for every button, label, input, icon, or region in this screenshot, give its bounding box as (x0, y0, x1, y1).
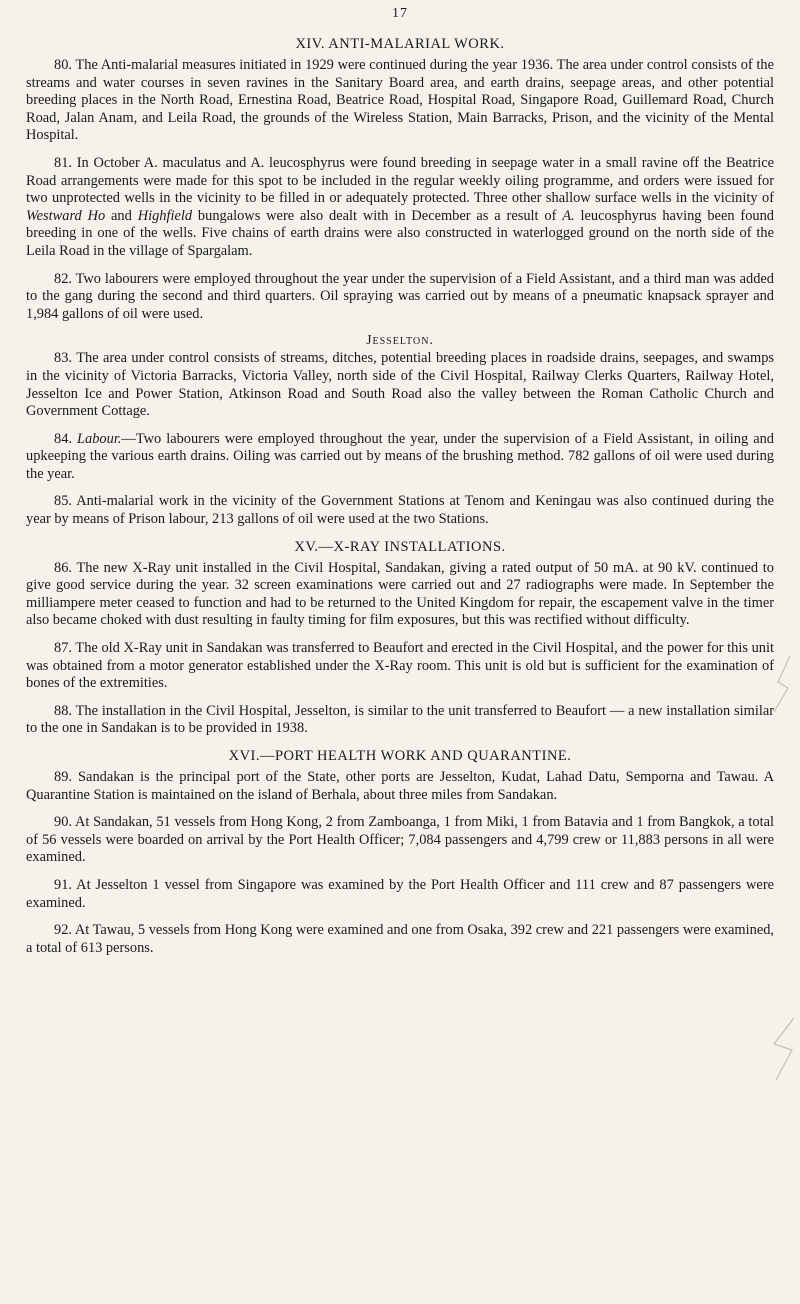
paragraph-83 (26, 350, 774, 420)
paragraph-number: 88. (54, 702, 72, 719)
section-heading-xvi: XVI.—PORT HEALTH WORK AND QUARANTINE. (228, 748, 572, 764)
paragraph-number: 86. (54, 559, 72, 576)
paragraph-text-part: bungalows were also dealt with in December as a result of (192, 207, 563, 224)
paragraph-text: At Tawau, 5 vessels from Hong Kong were examined and one from Osaka, 392 crew and 221 passengers were examined, a total of 613 persons. (26, 922, 774, 956)
paragraph-number: 82. (54, 270, 72, 287)
paragraph-number: 87. (54, 640, 72, 657)
paragraph-text-part: and (105, 207, 138, 224)
paragraph-91 (26, 877, 774, 912)
paragraph-81 (26, 155, 774, 261)
paragraph-88 (26, 703, 774, 738)
bungalow-name-westward-ho: Westward Ho (26, 207, 106, 224)
section-x-ray-installations (26, 539, 774, 738)
section-heading-xv: XV.—X-RAY INSTALLATIONS. (294, 538, 506, 555)
paragraph-text: The Anti-malarial measures initiated in 1929 were continued during the year 1936. The area under control consists of the streams and water courses in seven ravines in the Sanitary Board area, and earth drains, seepage areas, and other potential breeding places in the North Road, Ernestina Road, Beatrice Road, Hospital Road, Singapore Road, Guillemard Road, Church Road, Jalan Anam, and Leila Road, the grounds of the Wireless Station, Main Barracks, Prison, and the vicinity of the Mental Hospital. (26, 57, 774, 144)
paragraph-number: 89. (54, 769, 72, 785)
paragraph-number: 81. (54, 154, 72, 171)
paragraph-text: Sandakan is the principal port of the State, other ports are Jesselton, Kudat, Lahad Datu, Semporna and Tawau. A Quarantine Station is maintained on the island of Berhala, about three miles from Sandakan. (26, 769, 774, 803)
paragraph-text: Two labourers were employed throughout the year under the supervision of a Field Assistant, and a third man was added to the gang during the second and third quarters. Oil spraying was carried out by means of a pneumatic knapsack sprayer and 1,984 gallons of oil were used. (26, 270, 774, 322)
paragraph-number: 84. (54, 430, 72, 447)
paragraph-86 (26, 560, 774, 630)
section-heading-xiv: XIV. ANTI-MALARIAL WORK. (295, 36, 505, 52)
paragraph-82 (26, 271, 774, 324)
paragraph-90 (26, 814, 774, 867)
paragraph-number: 80. (54, 57, 72, 73)
paragraph-92 (26, 922, 774, 957)
paragraph-label-labour: Labour. (77, 430, 122, 447)
paragraph-number: 83. (54, 350, 72, 367)
paragraph-text-part: In October A. maculatus and A. leucosphyrus were found breeding in seepage water in a small ravine off the Beatrice Road arrangements were made for this spot to be included in the regular weekly oiling programme, and orders were issued for two unprotected wells in the vicinity to be filled in or adequately protected. Three other shallow surface wells in the vicinity of (26, 154, 774, 207)
paragraph-text: At Sandakan, 51 vessels from Hong Kong, 2 from Zamboanga, 1 from Miki, 1 from Batavia and 1 from Bangkok, a total of 56 vessels were boarded on arrival by the Port Health Officer; 7,084 passengers and 4,799 crew or 11,883 persons in all were examined. (26, 814, 774, 866)
bungalow-name-highfield: Highfield (137, 207, 193, 224)
paragraph-text: —Two labourers were employed throughout the year, under the supervision of a Field Assistant, in oiling and upkeeping the various earth drains. Oiling was carried out by means of the brushing method. 782 gallons of oil were used during the year. (26, 430, 774, 482)
page-number: 17 (392, 6, 408, 21)
paragraph-80 (26, 57, 774, 145)
section-port-health-work (26, 748, 774, 957)
paragraph-text: The old X-Ray unit in Sandakan was transferred to Beaufort and erected in the Civil Hospital, and the power for this unit was obtained from a motor generator established under the X-Ray room. This unit is old but is sufficient for the examination of bones of the extremities. (26, 640, 774, 692)
paragraph-number: 91. (54, 876, 72, 893)
paragraph-text: Anti-malarial work in the vicinity of the Government Stations at Tenom and Keningau was also continued during the year by means of Prison labour, 213 gallons of oil were used at the two Stations. (26, 493, 774, 528)
paragraph-text-part: leucosphyrus having been found breeding in one of the wells. Five chains of earth drains were also constructed in waterlogged ground on the north side of the Leila Road in the village of Spargalam. (26, 207, 774, 259)
paragraph-text: The area under control consists of streams, ditches, potential breeding places in roadside drains, seepages, and swamps in the vicinity of Victoria Barracks, Victoria Valley, north side of the Civil Hospital, Railway Clerks Quarters, Railway Hotel, Jesselton Ice and Power Station, Atkinson Road and South Road also the valley between the Roman Catholic Church and Government Cottage. (26, 350, 774, 420)
paragraph-text: At Jesselton 1 vessel from Singapore was examined by the Port Health Officer and 111 crew and 87 passengers were examined. (26, 876, 774, 911)
paragraph-85 (26, 493, 774, 528)
margin-pencil-mark (770, 1014, 796, 1084)
paragraph-87 (26, 640, 774, 693)
paragraph-text: The installation in the Civil Hospital, Jesselton, is similar to the unit transferred to Beaufort — a new installation similar to the one in Sandakan is to be provided in 1938. (26, 702, 775, 737)
species-abbrev: A. (562, 207, 575, 224)
margin-pencil-mark (772, 654, 792, 714)
section-anti-malarial-work (26, 36, 774, 529)
paragraph-number: 90. (54, 814, 72, 831)
paragraph-89 (26, 769, 774, 804)
paragraph-number: 92. (54, 922, 72, 939)
paragraph-84 (26, 431, 774, 484)
subheading-jesselton: Jesselton. (366, 333, 434, 349)
paragraph-number: 85. (54, 493, 72, 510)
paragraph-text: The new X-Ray unit installed in the Civil Hospital, Sandakan, giving a rated output of 50 mA. at 90 kV. continued to give good service during the year. 32 screen examinations were carried out and 27 radiographs were made. In September the milliampere meter ceased to function and had to be returned to the United Kingdom for repair, the escapement valve in the timer also became choked with dust resulting in faulty timing for film exposures, but this was rectified without difficulty. (26, 559, 774, 629)
